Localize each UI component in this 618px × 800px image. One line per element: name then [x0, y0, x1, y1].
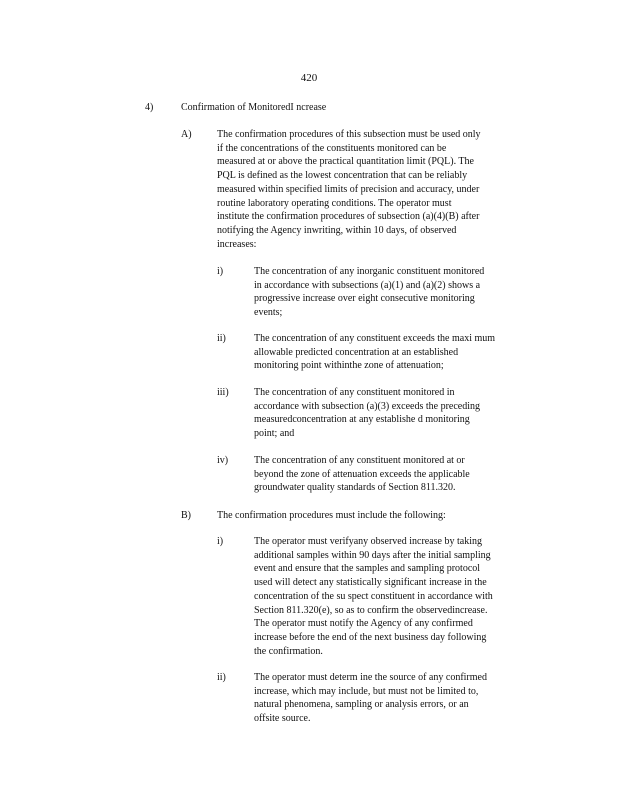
paragraph-line: The operator must notify the Agency of any confirmed [254, 618, 473, 630]
paragraph-line: accordance with subsection (a)(3) exceeds the preceding [254, 400, 481, 412]
subsection-a-item-iv-label: iv) [217, 455, 229, 466]
subsection-a-item-ii-text [254, 332, 495, 373]
paragraph-line: increase, which may include, but must not be limited to, [254, 685, 479, 697]
paragraph-line: monitoring point withinthe zone of attenuation; [254, 360, 444, 372]
paragraph-line: increases: [217, 238, 257, 250]
subsection-a-item-i-text [254, 265, 484, 320]
subsection-b-item-ii-text [254, 671, 487, 726]
paragraph-line: point; and [254, 428, 295, 440]
paragraph-line: Section 811.320(e), so as to confirm the observedincrease. [254, 604, 488, 616]
subsection-b-item-i-text [254, 535, 493, 658]
subsection-a-item-iii-text [254, 386, 480, 441]
paragraph-line: The confirmation procedures of this subsection must be used only [217, 129, 481, 140]
paragraph-line: progressive increase over eight consecutive monitoring [254, 293, 475, 305]
paragraph-line: The concentration of any constituent monitored at or [254, 455, 465, 466]
paragraph-line: increase before the end of the next business day following [254, 631, 487, 643]
paragraph-line: additional samples within 90 days after the initial sampling [254, 549, 491, 561]
paragraph-line: The operator must verifyany observed increase by taking [254, 536, 482, 547]
section-label: 4) [145, 102, 154, 113]
subsection-a-paragraph [217, 128, 481, 251]
subsection-b-item-i-label: i) [217, 536, 224, 547]
page-number: 420 [300, 72, 318, 84]
paragraph-line: events; [254, 307, 283, 319]
paragraph-line: notifying the Agency inwriting, within 10 days, of observed [217, 224, 457, 236]
subsection-b-item-ii-label: ii) [217, 672, 226, 683]
paragraph-line: The concentration of any constituent exceeds the maxi mum [254, 333, 496, 344]
subsection-a-label: A) [181, 129, 192, 140]
paragraph-line: if the concentrations of the constituents monitored can be [217, 142, 447, 154]
paragraph-line: routine laboratory operating conditions. The operator must [217, 197, 452, 209]
paragraph-line: beyond the zone of attenuation exceeds the applicable [254, 468, 470, 480]
paragraph-line: the confirmation. [254, 645, 323, 657]
subsection-a-item-iii-label: iii) [217, 387, 229, 398]
section-title: Confirmation of MonitoredI ncrease [181, 102, 327, 113]
paragraph-line: natural phenomena, sampling or analysis errors, or an [254, 699, 469, 711]
subsection-a-item-ii-label: ii) [217, 333, 226, 344]
paragraph-line: offsite source. [254, 713, 311, 725]
paragraph-line: in accordance with subsections (a)(1) and (a)(2) shows a [254, 279, 481, 291]
subsection-a-item-i-label: i) [217, 266, 224, 277]
paragraph-line: The concentration of any inorganic constituent monitored [254, 266, 485, 277]
paragraph-line: measured within specified limits of precision and accuracy, under [217, 183, 480, 195]
paragraph-line: PQL is defined as the lowest concentration that can be reliably [217, 170, 468, 182]
subsection-b-label: B) [181, 510, 191, 521]
paragraph-line: used will detect any statistically significant increase in the [254, 577, 487, 589]
paragraph-line: institute the confirmation procedures of subsection (a)(4)(B) after [217, 211, 480, 223]
subsection-a-item-iv-text [254, 454, 470, 495]
paragraph-line: The concentration of any constituent monitored in [254, 387, 455, 398]
paragraph-line: measured at or above the practical quantitation limit (PQL). The [217, 156, 474, 168]
paragraph-line: The operator must determ ine the source of any confirmed [254, 672, 487, 683]
paragraph-line: measuredconcentration at any establishe d monitoring [254, 414, 470, 426]
paragraph-line: event and ensure that the samples and sampling protocol [254, 563, 481, 575]
subsection-b-intro: The confirmation procedures must include the following: [217, 510, 446, 521]
paragraph-line: groundwater quality standards of Section 811.320. [254, 482, 456, 494]
paragraph-line: allowable predicted concentration at an established [254, 346, 459, 358]
paragraph-line: concentration of the su spect constituent in accordance with [254, 590, 493, 602]
